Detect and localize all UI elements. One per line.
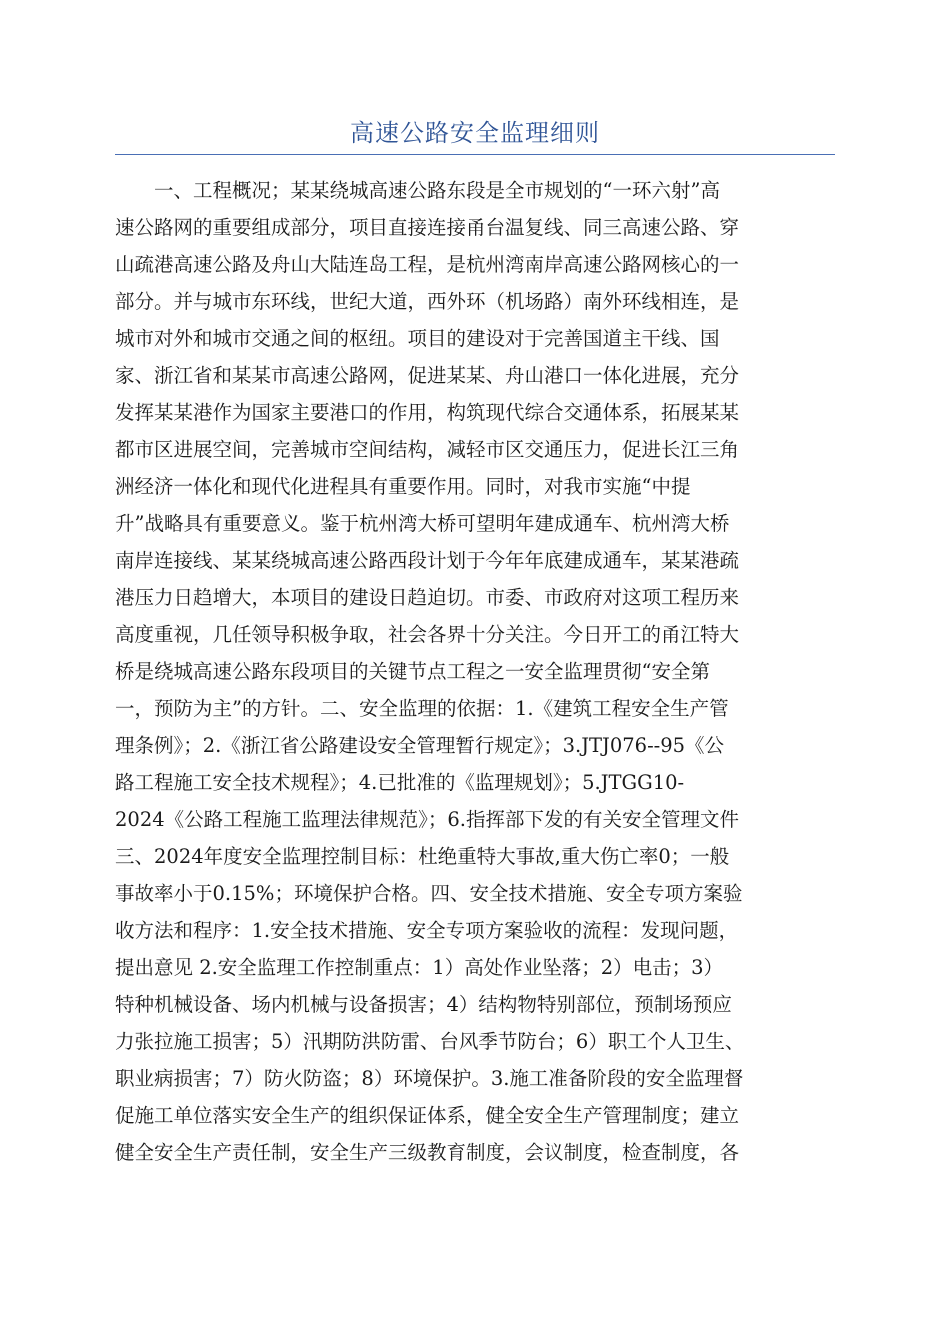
body-line: 2024《公路工程施工监理法律规范》；6.指挥部下发的有关安全管理文件	[115, 808, 739, 831]
body-line: 部分。并与城市东环线，世纪大道，西外环（机场路）南外环线相连，是	[115, 290, 740, 313]
body-line: 发挥某某港作为国家主要港口的作用，构筑现代综合交通体系，拓展某某	[115, 401, 740, 424]
body-line: 三、2024年度安全监理控制目标：杜绝重特大事故,重大伤亡率0；一般	[115, 845, 730, 868]
body-line: 提出意见 2.安全监理工作控制重点：1）高处作业坠落；2）电击；3）	[115, 956, 724, 979]
document-title: 高速公路安全监理细则	[350, 119, 600, 147]
body-line: 家、浙江省和某某市高速公路网，促进某某、舟山港口一体化进展，充分	[115, 364, 740, 387]
body-line: 特种机械设备、场内机械与设备损害；4）结构物特别部位，预制场预应	[115, 993, 732, 1016]
body-line: 都市区进展空间，完善城市空间结构，减轻市区交通压力，促进长江三角	[115, 438, 740, 461]
body-line: 山疏港高速公路及舟山大陆连岛工程，是杭州湾南岸高速公路网核心的一	[115, 253, 740, 276]
body-line: 港压力日趋增大，本项目的建设日趋迫切。市委、市政府对这项工程历来	[115, 586, 740, 609]
body-line: 一、工程概况；某某绕城高速公路东段是全市规划的“一环六射”高	[154, 179, 720, 202]
title-underline	[115, 154, 835, 155]
body-line: 力张拉施工损害；5）汛期防洪防雷、台风季节防台；6）职工个人卫生、	[115, 1030, 745, 1053]
body-line: 促施工单位落实安全生产的组织保证体系，健全安全生产管理制度；建立	[115, 1104, 740, 1127]
body-line: 城市对外和城市交通之间的枢纽。项目的建设对于完善国道主干线、国	[115, 327, 720, 350]
body-line: 升”战略具有重要意义。鉴于杭州湾大桥可望明年建成通车、杭州湾大桥	[115, 512, 730, 535]
body-line: 南岸连接线、某某绕城高速公路西段计划于今年年底建成通车，某某港疏	[115, 549, 740, 572]
body-line: 健全安全生产责任制，安全生产三级教育制度，会议制度，检查制度，各	[115, 1141, 740, 1164]
body-line: 职业病损害；7）防火防盗；8）环境保护。3.施工准备阶段的安全监理督	[115, 1067, 744, 1090]
document-body	[115, 172, 835, 1171]
body-line: 收方法和程序：1.安全技术措施、安全专项方案验收的流程：发现问题，	[115, 919, 739, 942]
body-line: 速公路网的重要组成部分，项目直接连接甬台温复线、同三高速公路、穿	[115, 216, 740, 239]
body-line: 桥是绕城高速公路东段项目的关键节点工程之一安全监理贯彻“安全第	[115, 660, 710, 683]
body-line: 一，预防为主”的方针。二、安全监理的依据：1.《建筑工程安全生产管	[115, 697, 729, 720]
body-line: 事故率小于0.15%；环境保护合格。四、安全技术措施、安全专项方案验	[115, 882, 743, 905]
body-line: 高度重视，几任领导积极争取，社会各界十分关注。今日开工的甬江特大	[115, 623, 740, 646]
body-line: 理条例》；2.《浙江省公路建设安全管理暂行规定》；3.JTJ076--95《公	[115, 734, 725, 757]
body-line: 洲经济一体化和现代化进程具有重要作用。同时，对我市实施“中提	[115, 475, 691, 498]
body-line: 路工程施工安全技术规程》；4.已批准的《监理规划》；5.JTGG10-	[115, 771, 685, 794]
